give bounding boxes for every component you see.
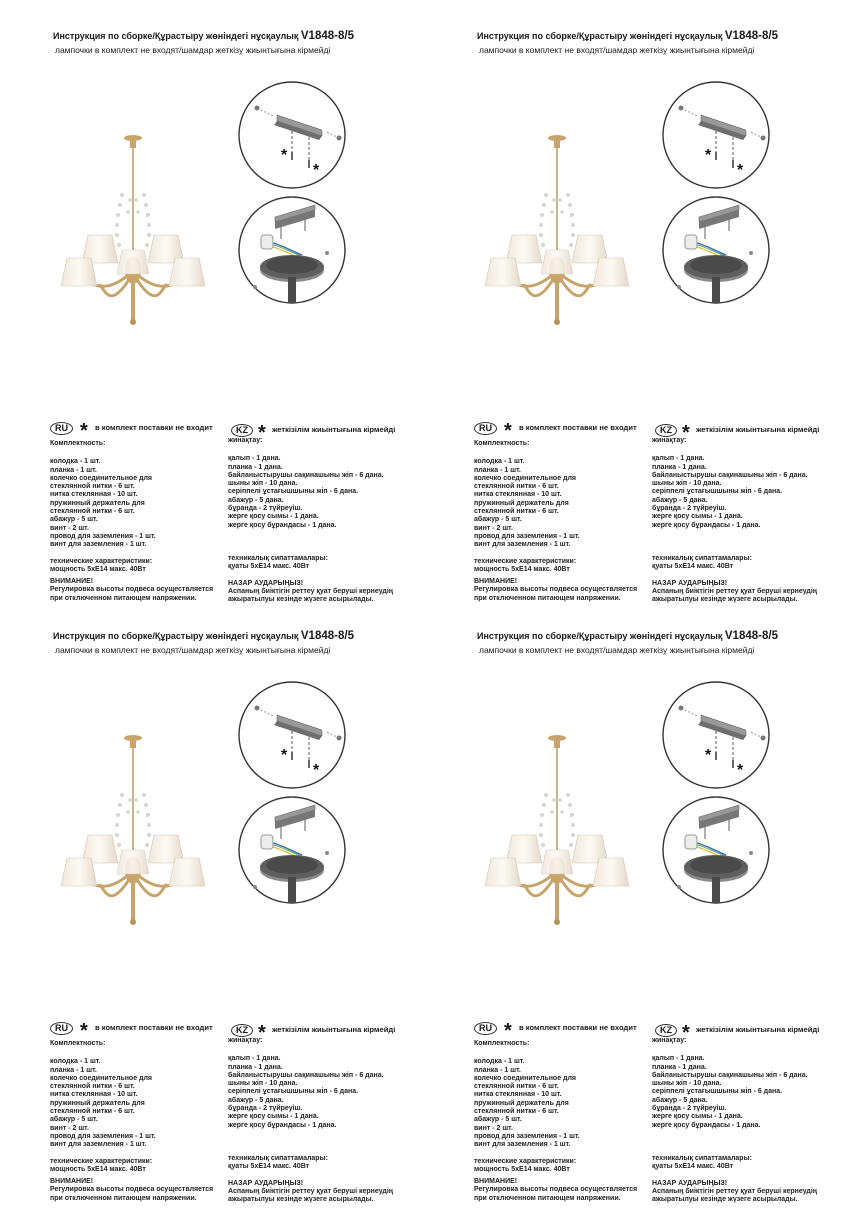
svg-text:*: *: [737, 762, 744, 779]
kz-specs-label: техникалық сипаттамалары:: [228, 1154, 328, 1162]
kz-not-included-note: жеткізілім жиынтығына кірмейді: [696, 1025, 820, 1034]
title-prefix: Инструкция по сборке/Құрастыру жөніндегі нұсқаулық: [477, 631, 723, 641]
kz-kit-list: [652, 455, 849, 530]
list-item: байланыстырушы сақинашыны жіп - 6 дана.: [228, 471, 384, 479]
svg-text:*: *: [313, 762, 320, 779]
mounting-bar-diagram: [237, 80, 347, 190]
ru-kit-label: Комплектность:: [50, 440, 106, 447]
list-item: жерге қосу сымы - 1 дана.: [228, 1113, 319, 1121]
list-item: пружинный держатель для: [474, 499, 569, 507]
kz-kit-label: жинақтау:: [652, 437, 687, 444]
svg-text:*: *: [705, 747, 712, 764]
ru-warning-label: ВНИМАНИЕ!: [474, 1178, 518, 1186]
page-title: [477, 630, 778, 642]
ru-specs-value: мощность 5хЕ14 макс. 40Вт: [50, 1165, 146, 1173]
list-item: винт - 2 шт.: [50, 524, 89, 532]
ru-specification: [474, 440, 674, 603]
list-item: планка - 1 дана.: [652, 463, 707, 471]
svg-text:*: *: [281, 147, 288, 164]
list-item: планка - 1 шт.: [50, 1066, 97, 1074]
kz-warning-line: Аспаның биіктігін реттеу қуат беруші кернеудің: [652, 1187, 818, 1195]
list-item: шыны жіп - 10 дана.: [228, 1080, 298, 1088]
list-item: винт для заземления - 1 шт.: [50, 1141, 147, 1149]
instruction-panel-2: [474, 30, 849, 620]
instruction-panel-1: [50, 30, 450, 620]
list-item: провод для заземления - 1 шт.: [50, 532, 156, 540]
asterisk-icon: *: [80, 420, 88, 442]
kz-not-included-note: жеткізілім жиынтығына кірмейді: [696, 425, 820, 434]
kz-warning-line: ажыратылуы кезінде жүзеге асырылады.: [228, 596, 374, 604]
list-item: колечко соединительное для: [50, 474, 153, 482]
list-item: планка - 1 шт.: [474, 1066, 521, 1074]
list-item: планка - 1 дана.: [228, 463, 283, 471]
list-item: жерге қосу сымы - 1 дана.: [652, 1113, 743, 1121]
bulbs-note: лампочки в комплект не входят/шамдар жеткізу жиынтығына кірмейді: [55, 45, 331, 55]
ru-specs-label: технические характеристики:: [50, 557, 153, 565]
title-prefix: Инструкция по сборке/Құрастыру жөніндегі нұсқаулық: [53, 31, 299, 41]
list-item: винт для заземления - 1 шт.: [474, 1141, 571, 1149]
title-prefix: Инструкция по сборке/Құрастыру жөніндегі нұсқаулық: [53, 631, 299, 641]
list-item: провод для заземления - 1 шт.: [474, 532, 580, 540]
list-item: жерге қосу бұрандасы - 1 дана.: [228, 1121, 337, 1129]
kz-warning-label: НАЗАР АУДАРЫҢЫЗ!: [228, 579, 304, 587]
ru-warning-line: Регулировка высоты подвеса осуществляется: [474, 586, 638, 594]
list-item: серіппелі ұстағышшыны жіп - 6 дана.: [228, 488, 359, 496]
ru-specification: [50, 1040, 250, 1203]
list-item: колечко соединительное для: [50, 1074, 153, 1082]
ru-specs-value: мощность 5хЕ14 макс. 40Вт: [50, 565, 146, 573]
kz-specification: [652, 1037, 849, 1204]
ru-kit-label: Комплектность:: [50, 1040, 106, 1047]
list-item: бұранда - 2 түйреуіш.: [228, 505, 303, 513]
canopy-wiring-diagram: [237, 195, 347, 305]
list-item: стеклянной нитки - 6 шт.: [474, 508, 559, 516]
list-item: стеклянной нитки - 6 шт.: [474, 483, 559, 491]
chandelier-illustration: [50, 700, 230, 940]
list-item: қалып - 1 дана.: [228, 1055, 281, 1063]
list-item: стеклянной нитки - 6 шт.: [474, 1108, 559, 1116]
list-item: қалып - 1 дана.: [652, 455, 705, 463]
model-number: V1848-8/5: [724, 30, 778, 42]
list-item: абажур - 5 дана.: [652, 496, 708, 504]
ru-warning-line: при отключенном питающем напряжении.: [474, 594, 621, 602]
list-item: жерге қосу сымы - 1 дана.: [228, 513, 319, 521]
list-item: планка - 1 шт.: [50, 466, 97, 474]
list-item: абажур - 5 шт.: [474, 1116, 522, 1124]
ru-warning-line: при отключенном питающем напряжении.: [474, 1194, 621, 1202]
kz-specs-value: қуаты 5хЕ14 макс. 40Вт: [228, 1163, 310, 1171]
canopy-wiring-diagram: [661, 195, 771, 305]
kz-kit-list: [228, 455, 448, 530]
list-item: нитка стеклянная - 10 шт.: [50, 1091, 138, 1099]
ru-specs-label: технические характеристики:: [474, 557, 577, 565]
chandelier-illustration: [50, 100, 230, 340]
kz-warning-line: Аспаның биіктігін реттеу қуат беруші кернеудің: [652, 587, 818, 595]
ru-badge: RU: [50, 422, 73, 435]
ru-warning-line: Регулировка высоты подвеса осуществляется: [474, 1186, 638, 1194]
list-item: винт для заземления - 1 шт.: [474, 541, 571, 549]
ru-not-included-note: в комплект поставки не входит: [519, 423, 637, 432]
asterisk-icon: *: [504, 1020, 512, 1042]
list-item: жерге қосу бұрандасы - 1 дана.: [652, 1121, 761, 1129]
bulbs-note: лампочки в комплект не входят/шамдар жеткізу жиынтығына кірмейді: [55, 645, 331, 655]
list-item: шыны жіп - 10 дана.: [228, 480, 298, 488]
title-prefix: Инструкция по сборке/Құрастыру жөніндегі нұсқаулық: [477, 31, 723, 41]
instruction-panel-3: [50, 630, 450, 1220]
ru-not-included-note: в комплект поставки не входит: [95, 1023, 213, 1032]
list-item: жерге қосу бұрандасы - 1 дана.: [228, 521, 337, 529]
list-item: абажур - 5 дана.: [652, 1096, 708, 1104]
ru-badge: RU: [474, 1022, 497, 1035]
list-item: колодка - 1 шт.: [50, 1058, 101, 1066]
kz-badge: KZ: [231, 1024, 253, 1037]
canopy-wiring-diagram: [237, 795, 347, 905]
ru-warning-label: ВНИМАНИЕ!: [50, 1178, 94, 1186]
list-item: жерге қосу сымы - 1 дана.: [652, 513, 743, 521]
asterisk-icon: *: [682, 422, 690, 444]
ru-kit-list: [474, 1058, 674, 1149]
list-item: абажур - 5 шт.: [474, 516, 522, 524]
list-item: провод для заземления - 1 шт.: [50, 1132, 156, 1140]
list-item: колечко соединительное для: [474, 474, 577, 482]
kz-kit-list: [652, 1055, 849, 1130]
ru-kit-list: [50, 1058, 250, 1149]
ru-specification: [50, 440, 250, 603]
list-item: пружинный держатель для: [50, 499, 145, 507]
list-item: қалып - 1 дана.: [652, 1055, 705, 1063]
ru-warning-line: Регулировка высоты подвеса осуществляется: [50, 1186, 214, 1194]
list-item: колодка - 1 шт.: [474, 1058, 525, 1066]
list-item: колечко соединительное для: [474, 1074, 577, 1082]
instruction-panel-4: [474, 630, 849, 1220]
kz-badge: KZ: [655, 424, 677, 437]
list-item: пружинный держатель для: [474, 1099, 569, 1107]
asterisk-icon: *: [682, 1022, 690, 1044]
kz-warning-line: Аспаның биіктігін реттеу қуат беруші кернеудің: [228, 587, 394, 595]
chandelier-illustration: [474, 700, 654, 940]
ru-specs-value: мощность 5хЕ14 макс. 40Вт: [474, 565, 570, 573]
chandelier-illustration: [474, 100, 654, 340]
list-item: бұранда - 2 түйреуіш.: [652, 1105, 727, 1113]
kz-warning-line: ажыратылуы кезінде жүзеге асырылады.: [652, 1196, 798, 1204]
list-item: винт для заземления - 1 шт.: [50, 541, 147, 549]
ru-kit-label: Комплектность:: [474, 440, 530, 447]
list-item: бұранда - 2 түйреуіш.: [652, 505, 727, 513]
list-item: шыны жіп - 10 дана.: [652, 480, 722, 488]
mounting-bar-diagram: [661, 80, 771, 190]
kz-warning-line: Аспаның биіктігін реттеу қуат беруші кернеудің: [228, 1187, 394, 1195]
kz-warning-line: ажыратылуы кезінде жүзеге асырылады.: [228, 1196, 374, 1204]
kz-warning-label: НАЗАР АУДАРЫҢЫЗ!: [652, 579, 728, 587]
ru-specification: [474, 1040, 674, 1203]
kz-specification: [228, 1037, 448, 1204]
kz-specs-value: қуаты 5хЕ14 макс. 40Вт: [652, 563, 734, 571]
kz-kit-label: жинақтау:: [228, 1037, 263, 1044]
list-item: колодка - 1 шт.: [474, 458, 525, 466]
kz-specs-label: техникалық сипаттамалары:: [228, 554, 328, 562]
ru-warning-label: ВНИМАНИЕ!: [474, 578, 518, 586]
bulbs-note: лампочки в комплект не входят/шамдар жеткізу жиынтығына кірмейді: [479, 45, 755, 55]
list-item: нитка стеклянная - 10 шт.: [50, 491, 138, 499]
ru-badge: RU: [474, 422, 497, 435]
ru-kit-label: Комплектность:: [474, 1040, 530, 1047]
list-item: шыны жіп - 10 дана.: [652, 1080, 722, 1088]
svg-text:*: *: [705, 147, 712, 164]
kz-kit-list: [228, 1055, 448, 1130]
canopy-wiring-diagram: [661, 795, 771, 905]
list-item: байланыстырушы сақинашыны жіп - 6 дана.: [652, 1071, 808, 1079]
mounting-bar-diagram: [661, 680, 771, 790]
list-item: пружинный держатель для: [50, 1099, 145, 1107]
bulbs-note: лампочки в комплект не входят/шамдар жеткізу жиынтығына кірмейді: [479, 645, 755, 655]
list-item: серіппелі ұстағышшыны жіп - 6 дана.: [652, 1088, 783, 1096]
svg-text:*: *: [313, 162, 320, 179]
ru-warning-line: при отключенном питающем напряжении.: [50, 1194, 197, 1202]
svg-text:*: *: [281, 747, 288, 764]
kz-not-included-note: жеткізілім жиынтығына кірмейді: [272, 1025, 396, 1034]
list-item: жерге қосу бұрандасы - 1 дана.: [652, 521, 761, 529]
list-item: стеклянной нитки - 6 шт.: [474, 1083, 559, 1091]
kz-specs-label: техникалық сипаттамалары:: [652, 554, 752, 562]
list-item: абажур - 5 шт.: [50, 516, 98, 524]
list-item: стеклянной нитки - 6 шт.: [50, 508, 135, 516]
asterisk-icon: *: [258, 422, 266, 444]
svg-text:*: *: [737, 162, 744, 179]
list-item: серіппелі ұстағышшыны жіп - 6 дана.: [652, 488, 783, 496]
ru-specs-label: технические характеристики:: [474, 1157, 577, 1165]
list-item: бұранда - 2 түйреуіш.: [228, 1105, 303, 1113]
asterisk-icon: *: [80, 1020, 88, 1042]
model-number: V1848-8/5: [300, 630, 354, 642]
list-item: колодка - 1 шт.: [50, 458, 101, 466]
list-item: планка - 1 шт.: [474, 466, 521, 474]
asterisk-icon: *: [504, 420, 512, 442]
kz-badge: KZ: [655, 1024, 677, 1037]
list-item: байланыстырушы сақинашыны жіп - 6 дана.: [228, 1071, 384, 1079]
ru-warning-line: Регулировка высоты подвеса осуществляется: [50, 586, 214, 594]
list-item: стеклянной нитки - 6 шт.: [50, 483, 135, 491]
kz-specification: [652, 437, 849, 604]
kz-kit-label: жинақтау:: [652, 1037, 687, 1044]
list-item: нитка стеклянная - 10 шт.: [474, 491, 562, 499]
kz-specification: [228, 437, 448, 604]
ru-not-included-note: в комплект поставки не входит: [95, 423, 213, 432]
list-item: абажур - 5 шт.: [50, 1116, 98, 1124]
ru-badge: RU: [50, 1022, 73, 1035]
kz-specs-label: техникалық сипаттамалары:: [652, 1154, 752, 1162]
list-item: планка - 1 дана.: [652, 1063, 707, 1071]
kz-warning-line: ажыратылуы кезінде жүзеге асырылады.: [652, 596, 798, 604]
list-item: стеклянной нитки - 6 шт.: [50, 1108, 135, 1116]
list-item: қалып - 1 дана.: [228, 455, 281, 463]
kz-badge: KZ: [231, 424, 253, 437]
ru-specs-value: мощность 5хЕ14 макс. 40Вт: [474, 1165, 570, 1173]
ru-warning-line: при отключенном питающем напряжении.: [50, 594, 197, 602]
kz-warning-label: НАЗАР АУДАРЫҢЫЗ!: [228, 1179, 304, 1187]
kz-warning-label: НАЗАР АУДАРЫҢЫЗ!: [652, 1179, 728, 1187]
ru-kit-list: [50, 458, 250, 549]
list-item: планка - 1 дана.: [228, 1063, 283, 1071]
mounting-bar-diagram: [237, 680, 347, 790]
kz-not-included-note: жеткізілім жиынтығына кірмейді: [272, 425, 396, 434]
kz-kit-label: жинақтау:: [228, 437, 263, 444]
list-item: нитка стеклянная - 10 шт.: [474, 1091, 562, 1099]
list-item: абажур - 5 дана.: [228, 496, 284, 504]
kz-specs-value: қуаты 5хЕ14 макс. 40Вт: [652, 1163, 734, 1171]
list-item: винт - 2 шт.: [474, 1124, 513, 1132]
ru-not-included-note: в комплект поставки не входит: [519, 1023, 637, 1032]
list-item: абажур - 5 дана.: [228, 1096, 284, 1104]
page-title: [53, 630, 354, 642]
model-number: V1848-8/5: [300, 30, 354, 42]
page-title: [53, 30, 354, 42]
asterisk-icon: *: [258, 1022, 266, 1044]
list-item: стеклянной нитки - 6 шт.: [50, 1083, 135, 1091]
kz-specs-value: қуаты 5хЕ14 макс. 40Вт: [228, 563, 310, 571]
page-title: [477, 30, 778, 42]
list-item: провод для заземления - 1 шт.: [474, 1132, 580, 1140]
list-item: серіппелі ұстағышшыны жіп - 6 дана.: [228, 1088, 359, 1096]
ru-kit-list: [474, 458, 674, 549]
ru-warning-label: ВНИМАНИЕ!: [50, 578, 94, 586]
list-item: винт - 2 шт.: [50, 1124, 89, 1132]
ru-specs-label: технические характеристики:: [50, 1157, 153, 1165]
list-item: винт - 2 шт.: [474, 524, 513, 532]
model-number: V1848-8/5: [724, 630, 778, 642]
list-item: байланыстырушы сақинашыны жіп - 6 дана.: [652, 471, 808, 479]
